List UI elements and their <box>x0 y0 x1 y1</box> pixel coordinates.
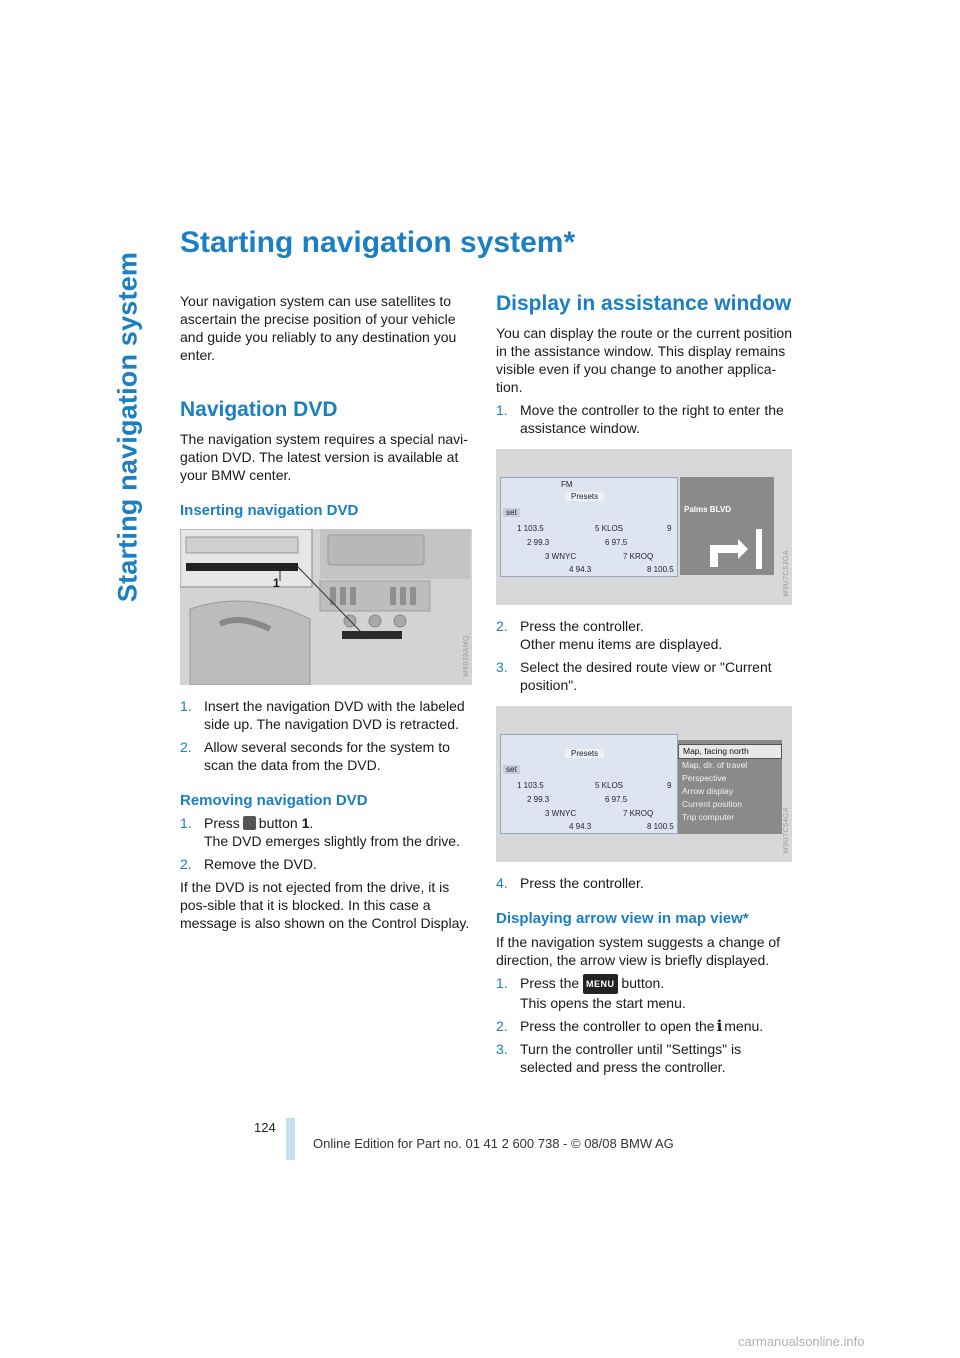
figure-code: W4039AMQ <box>463 634 470 677</box>
figure-code-1: W9U7C53GA <box>783 550 790 597</box>
assist-menu <box>678 740 782 834</box>
menu-item-trip-computer[interactable]: Trip computer <box>682 812 735 822</box>
watermark: carmanualsonline.info <box>738 1334 865 1349</box>
dashboard-illustration <box>180 529 472 685</box>
eject-button-icon <box>243 816 256 830</box>
arrow-step-2: 2. Press the controller to open the i menu. <box>496 1017 764 1035</box>
turn-arrow-icon <box>680 477 774 575</box>
station-row-4: 4 94.3 <box>569 565 592 574</box>
station-row-3: 3 WNYC <box>545 552 577 561</box>
menu-item-map-travel[interactable]: Map, dir. of travel <box>682 760 748 770</box>
arrow-step-1: 1. Press the MENU button. This opens the start menu. <box>496 975 686 1011</box>
left-column <box>180 292 472 932</box>
assist-heading: Display in assistance window <box>496 292 792 315</box>
station-row-1: 1 103.5 <box>517 524 544 533</box>
insert-step-1: 1. Insert the navigation DVD with the labeled side up. The navigation DVD is retracted. <box>180 698 465 732</box>
dashboard-figure <box>180 529 472 685</box>
presets-label: Presets <box>571 492 599 501</box>
remove-step-1: 1. Press button 1. The DVD emerges slightly from the drive. <box>180 815 460 849</box>
assistance-window <box>680 477 774 575</box>
assist-screen-figure-2 <box>496 706 792 862</box>
page-title: Starting navigation system* <box>180 226 576 259</box>
menu-item-map-north[interactable]: Map, facing north <box>678 744 782 759</box>
insert-step-2: 2. Allow several seconds for the system to scan the data from the DVD. <box>180 739 450 773</box>
side-chapter-title: Starting navigation system <box>112 251 143 603</box>
menu-item-current-position[interactable]: Current position <box>682 799 743 809</box>
arrow-step-3: 3. Turn the controller until "Settings" is selected and press the controller. <box>496 1041 742 1075</box>
assist-paragraph: You can display the route or the current position in the assistance window. This display remains visible even if you change to another applica-tion. <box>496 325 793 395</box>
figure-code-2: W9U7C54GA <box>783 807 790 854</box>
remove-step-2: 2. Remove the DVD. <box>180 856 317 872</box>
footer-text: Online Edition for Part no. 01 41 2 600 738 - © 08/08 BMW AG <box>313 1136 674 1151</box>
footer-bar <box>286 1118 295 1160</box>
band-label: FM <box>561 480 573 489</box>
assist-step-4: 4. Press the controller. <box>496 875 644 891</box>
intro-paragraph: Your navigation system can use satellites to ascertain the precise position of your vehicle and guide you reliably to any destination you enter. <box>180 293 457 363</box>
station-row-2: 2 99.3 <box>527 538 550 547</box>
arrow-view-paragraph: If the navigation system suggests a change of direction, the arrow view is briefly displayed. <box>496 934 781 968</box>
info-menu-icon: i <box>716 1017 723 1035</box>
assist-screen-figure-1 <box>496 449 792 605</box>
arrow-view-heading: Displaying arrow view in map view* <box>496 910 749 927</box>
inserting-heading: Inserting navigation DVD <box>180 502 359 519</box>
menu-item-perspective[interactable]: Perspective <box>682 773 727 783</box>
page-number: 124 <box>254 1120 276 1135</box>
set-label: set <box>506 508 517 517</box>
title-star: * <box>563 226 576 259</box>
nav-dvd-paragraph: The navigation system requires a special navi-gation DVD. The latest version is available at your BMW center. <box>180 431 468 483</box>
menu-item-arrow-display[interactable]: Arrow display <box>682 786 734 796</box>
radio-screen-2: Presets set 1 103.5 5 KLOS 9 2 99.3 6 97.5 3 WNYC 7 KROQ 4 94.3 8 100.5 <box>500 734 678 834</box>
menu-button-icon: MENU <box>583 974 618 994</box>
assist-step-1: 1. Move the controller to the right to enter the assistance window. <box>496 402 784 436</box>
street-name: Palms BLVD <box>684 505 731 514</box>
nav-dvd-heading: Navigation DVD <box>180 398 338 421</box>
radio-screen-1: FM Presets set 1 103.5 5 KLOS 9 2 99.3 6 97.5 3 WNYC 7 KROQ 4 94.3 8 100.5 <box>500 477 678 577</box>
removing-heading: Removing navigation DVD <box>180 792 368 809</box>
figure-callout: 1 <box>273 576 280 590</box>
right-column <box>496 292 792 1076</box>
assist-step-2: 2. Press the controller. Other menu items are displayed. <box>496 618 723 652</box>
removing-note: If the DVD is not ejected from the drive, it is pos-sible that it is blocked. In this case a message is also shown on the Control Display. <box>180 879 470 931</box>
assist-step-3: 3. Select the desired route view or "Current position". <box>496 659 772 693</box>
